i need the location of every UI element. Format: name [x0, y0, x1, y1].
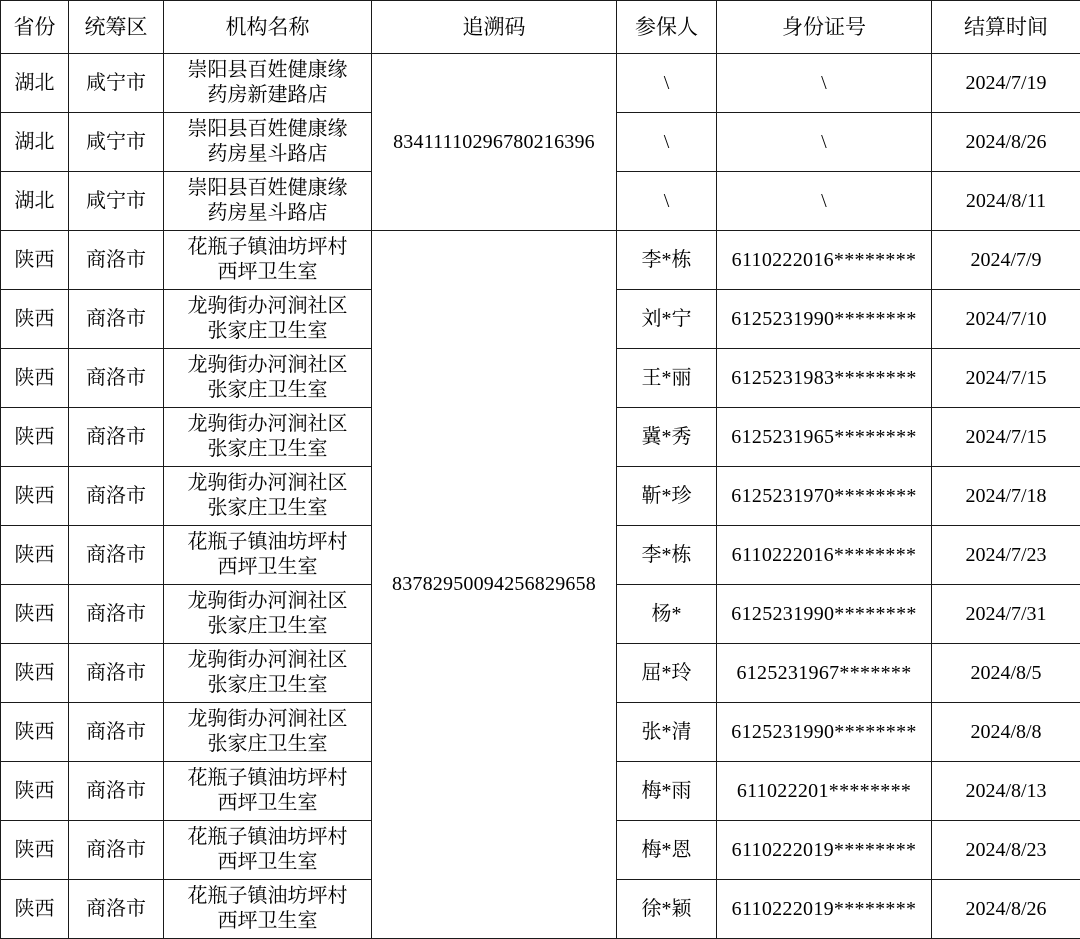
cell-province: 陕西	[1, 467, 69, 526]
table-header	[1, 1, 1080, 54]
cell-id-number: 6125231990********	[717, 703, 932, 762]
organization-line-2: 张家庄卫生室	[166, 437, 369, 462]
organization-line-2: 药房新建路店	[166, 83, 369, 108]
cell-organization	[164, 880, 372, 939]
cell-area: 商洛市	[69, 408, 164, 467]
cell-area: 商洛市	[69, 349, 164, 408]
cell-id-number: \	[717, 113, 932, 172]
organization-line-2: 西坪卫生室	[166, 555, 369, 580]
cell-trace-code: 83411110296780216396	[372, 54, 617, 231]
cell-province: 陕西	[1, 349, 69, 408]
cell-id-number: 6110222016********	[717, 526, 932, 585]
cell-settlement-time: 2024/8/26	[932, 880, 1080, 939]
cell-organization	[164, 54, 372, 113]
organization-line-2: 张家庄卫生室	[166, 732, 369, 757]
organization-line-2: 西坪卫生室	[166, 791, 369, 816]
cell-area: 商洛市	[69, 585, 164, 644]
organization-line-2: 药房星斗路店	[166, 201, 369, 226]
cell-area: 商洛市	[69, 526, 164, 585]
cell-province: 陕西	[1, 644, 69, 703]
cell-settlement-time: 2024/7/10	[932, 290, 1080, 349]
table-row	[1, 54, 1080, 113]
organization-line-1: 花瓶子镇油坊坪村	[166, 530, 369, 555]
cell-id-number: 6125231990********	[717, 290, 932, 349]
cell-insured-person: 冀*秀	[617, 408, 717, 467]
cell-organization	[164, 113, 372, 172]
cell-insured-person: 杨*	[617, 585, 717, 644]
organization-line-1: 龙驹街办河涧社区	[166, 353, 369, 378]
cell-organization	[164, 762, 372, 821]
cell-settlement-time: 2024/8/23	[932, 821, 1080, 880]
organization-line-1: 龙驹街办河涧社区	[166, 294, 369, 319]
column-header-organization: 机构名称	[164, 1, 372, 54]
cell-settlement-time: 2024/7/19	[932, 54, 1080, 113]
cell-area: 商洛市	[69, 762, 164, 821]
column-header-area: 统筹区	[69, 1, 164, 54]
cell-id-number: 6110222019********	[717, 821, 932, 880]
organization-line-2: 张家庄卫生室	[166, 673, 369, 698]
organization-line-2: 张家庄卫生室	[166, 496, 369, 521]
cell-insured-person: 徐*颖	[617, 880, 717, 939]
cell-area: 咸宁市	[69, 113, 164, 172]
cell-settlement-time: 2024/8/8	[932, 703, 1080, 762]
cell-insured-person: 李*栋	[617, 526, 717, 585]
cell-area: 商洛市	[69, 467, 164, 526]
organization-line-2: 张家庄卫生室	[166, 319, 369, 344]
cell-area: 商洛市	[69, 703, 164, 762]
column-header-settlement-time: 结算时间	[932, 1, 1080, 54]
cell-settlement-time: 2024/8/26	[932, 113, 1080, 172]
cell-province: 湖北	[1, 113, 69, 172]
cell-settlement-time: 2024/7/15	[932, 349, 1080, 408]
cell-province: 陕西	[1, 290, 69, 349]
organization-line-2: 西坪卫生室	[166, 909, 369, 934]
cell-area: 咸宁市	[69, 172, 164, 231]
cell-organization	[164, 526, 372, 585]
cell-id-number: 6110222019********	[717, 880, 932, 939]
organization-line-2: 西坪卫生室	[166, 260, 369, 285]
cell-organization	[164, 349, 372, 408]
column-header-province: 省份	[1, 1, 69, 54]
cell-id-number: 6110222016********	[717, 231, 932, 290]
cell-id-number: 6125231990********	[717, 585, 932, 644]
organization-line-1: 花瓶子镇油坊坪村	[166, 825, 369, 850]
table-row	[1, 231, 1080, 290]
cell-province: 陕西	[1, 703, 69, 762]
organization-line-2: 张家庄卫生室	[166, 614, 369, 639]
cell-insured-person: 靳*珍	[617, 467, 717, 526]
organization-line-1: 花瓶子镇油坊坪村	[166, 766, 369, 791]
cell-id-number: 6125231967*******	[717, 644, 932, 703]
cell-insured-person: 梅*雨	[617, 762, 717, 821]
cell-area: 商洛市	[69, 821, 164, 880]
cell-settlement-time: 2024/7/23	[932, 526, 1080, 585]
cell-id-number: 6125231965********	[717, 408, 932, 467]
table-header-row	[1, 1, 1080, 54]
cell-organization	[164, 467, 372, 526]
cell-province: 陕西	[1, 231, 69, 290]
cell-province: 陕西	[1, 880, 69, 939]
cell-settlement-time: 2024/7/18	[932, 467, 1080, 526]
cell-province: 陕西	[1, 526, 69, 585]
cell-area: 咸宁市	[69, 54, 164, 113]
cell-organization	[164, 408, 372, 467]
cell-insured-person: 梅*恩	[617, 821, 717, 880]
organization-line-1: 龙驹街办河涧社区	[166, 412, 369, 437]
column-header-id-number: 身份证号	[717, 1, 932, 54]
cell-organization	[164, 172, 372, 231]
organization-line-1: 龙驹街办河涧社区	[166, 471, 369, 496]
cell-settlement-time: 2024/8/13	[932, 762, 1080, 821]
cell-organization	[164, 821, 372, 880]
cell-id-number: 6125231983********	[717, 349, 932, 408]
cell-settlement-time: 2024/7/9	[932, 231, 1080, 290]
column-header-insured-person: 参保人	[617, 1, 717, 54]
cell-province: 陕西	[1, 585, 69, 644]
organization-line-1: 龙驹街办河涧社区	[166, 707, 369, 732]
organization-line-1: 花瓶子镇油坊坪村	[166, 884, 369, 909]
organization-line-1: 龙驹街办河涧社区	[166, 648, 369, 673]
column-header-trace-code: 追溯码	[372, 1, 617, 54]
cell-settlement-time: 2024/8/11	[932, 172, 1080, 231]
cell-organization	[164, 290, 372, 349]
cell-organization	[164, 231, 372, 290]
cell-province: 陕西	[1, 821, 69, 880]
cell-insured-person: 屈*玲	[617, 644, 717, 703]
cell-settlement-time: 2024/7/31	[932, 585, 1080, 644]
organization-line-1: 龙驹街办河涧社区	[166, 589, 369, 614]
cell-organization	[164, 585, 372, 644]
cell-settlement-time: 2024/8/5	[932, 644, 1080, 703]
table-body	[1, 54, 1080, 939]
organization-line-1: 崇阳县百姓健康缘	[166, 58, 369, 83]
cell-area: 商洛市	[69, 880, 164, 939]
cell-province: 陕西	[1, 408, 69, 467]
cell-id-number: \	[717, 54, 932, 113]
cell-insured-person: \	[617, 54, 717, 113]
cell-area: 商洛市	[69, 290, 164, 349]
cell-insured-person: 张*清	[617, 703, 717, 762]
cell-area: 商洛市	[69, 644, 164, 703]
organization-line-2: 药房星斗路店	[166, 142, 369, 167]
cell-trace-code: 83782950094256829658	[372, 231, 617, 939]
cell-insured-person: \	[617, 113, 717, 172]
cell-id-number: \	[717, 172, 932, 231]
organization-line-1: 花瓶子镇油坊坪村	[166, 235, 369, 260]
cell-insured-person: 刘*宁	[617, 290, 717, 349]
cell-organization	[164, 703, 372, 762]
cell-id-number: 611022201********	[717, 762, 932, 821]
cell-area: 商洛市	[69, 231, 164, 290]
organization-line-2: 西坪卫生室	[166, 850, 369, 875]
cell-province: 湖北	[1, 172, 69, 231]
cell-settlement-time: 2024/7/15	[932, 408, 1080, 467]
cell-id-number: 6125231970********	[717, 467, 932, 526]
cell-insured-person: 李*栋	[617, 231, 717, 290]
cell-organization	[164, 644, 372, 703]
cell-province: 陕西	[1, 762, 69, 821]
organization-line-1: 崇阳县百姓健康缘	[166, 117, 369, 142]
cell-insured-person: 王*丽	[617, 349, 717, 408]
cell-province: 湖北	[1, 54, 69, 113]
organization-line-2: 张家庄卫生室	[166, 378, 369, 403]
cell-insured-person: \	[617, 172, 717, 231]
organization-line-1: 崇阳县百姓健康缘	[166, 176, 369, 201]
